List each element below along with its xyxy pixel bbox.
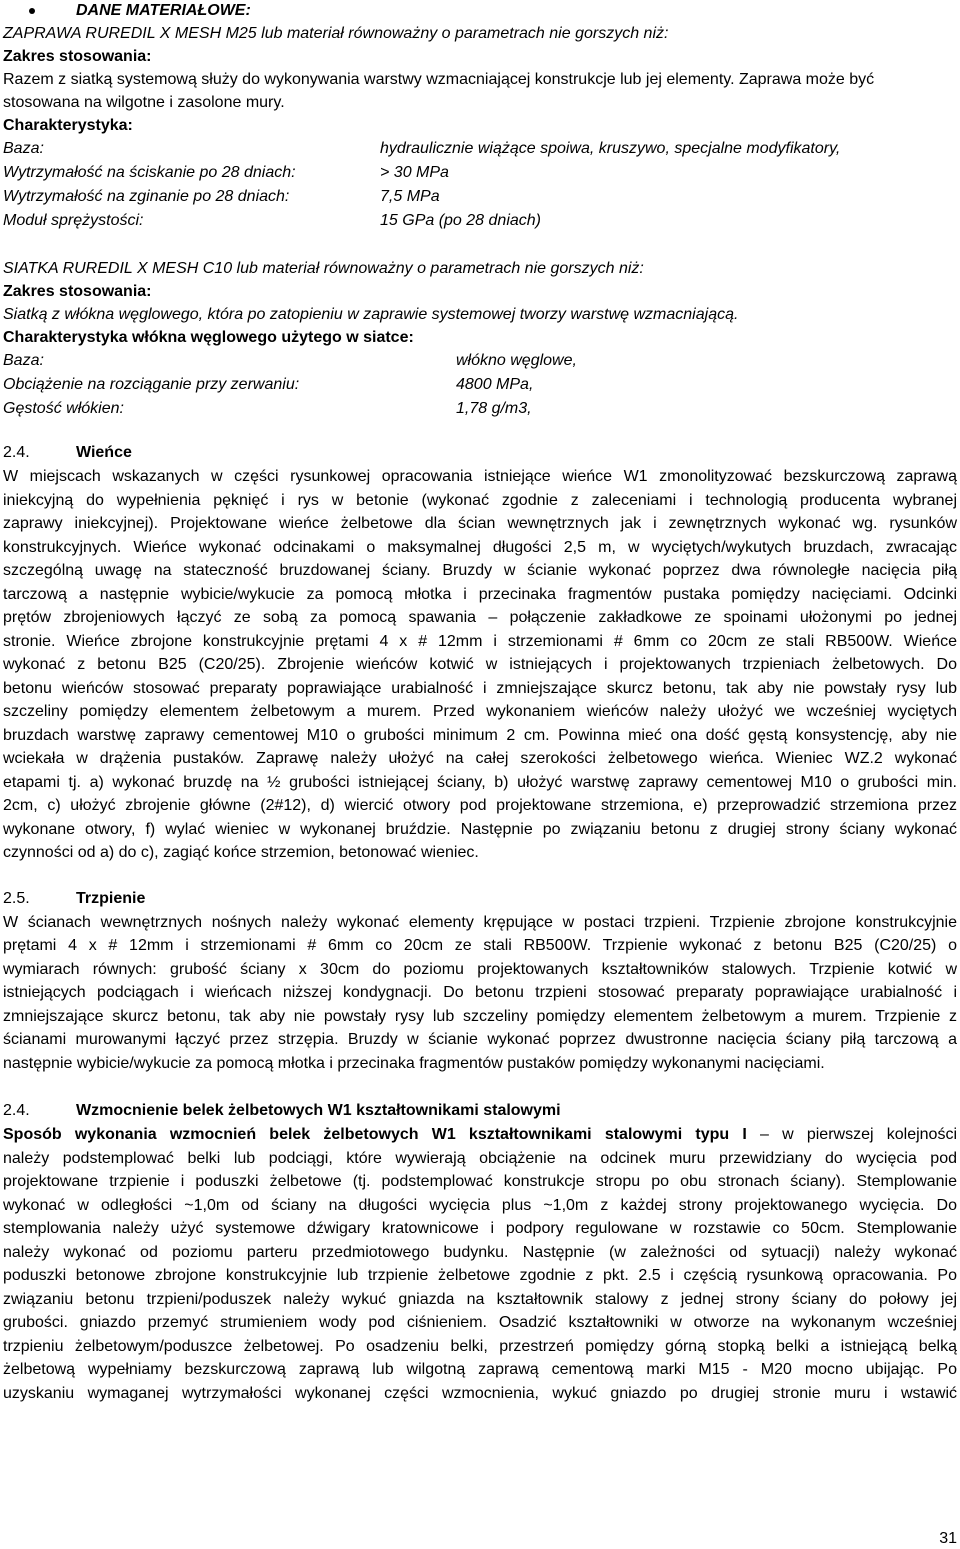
- paragraph-line: związaniu betonu trzpieni/poduszek należy wykuć gniazda na kształtownik stalowy z jednej strony ściany do połowy jej: [3, 1290, 957, 1308]
- section-heading: 2.4. Wzmocnienie belek żelbetowych W1 kształtownikami stalowymi: [3, 1102, 561, 1119]
- fiber-property-row: Baza: włókno węglowe,: [3, 352, 577, 369]
- paragraph-line: zmniejszające skurcz betonu, tak aby nie powstały rysy lub szczeliny pomiędzy elementem żelbetowym a murem. Trzpienie z: [3, 1007, 957, 1025]
- characteristics-label: Charakterystyka:: [3, 117, 133, 134]
- scope-text-2: stosowana na wilgotne i zasolone mury.: [3, 94, 285, 111]
- bullet-icon: [29, 8, 35, 14]
- fiber-property-row: Obciążenie na rozciąganie przy zerwaniu: 4800 MPa,: [3, 376, 534, 393]
- paragraph-line: prętami 4 x # 12mm i strzemionami # 6mm co 20cm ze stali RB500W. Trzpienie wykonać z betonu B25 (C20/25) o: [3, 937, 957, 954]
- property-row: Moduł sprężystości: 15 GPa (po 28 dniach): [3, 212, 541, 229]
- paragraph-line: wymiarach równych: grubość ściany x 30cm do poziomu projektowanych kształtowników stalowych. Trzpienie kotwić w: [3, 960, 957, 978]
- paragraph-line: bruzdach warstwę zaprawy cementowej M10 o grubości minimum 2 cm. Powinna mieć ona dość gęstą konsystencję, aby nie: [3, 726, 957, 744]
- material-data-heading: DANE MATERIAŁOWE:: [3, 0, 957, 22]
- mesh-product-line: SIATKA RUREDIL X MESH C10 lub materiał równoważny o parametrach nie gorszych niż:: [3, 260, 644, 277]
- paragraph-line: W miejscach wskazanych w części rysunkowej opracowania istniejące wieńce W1 zmonolityzować bezskurczową zaprawą: [3, 468, 957, 485]
- paragraph-line: wykonane otwory, f) wylać wieniec w wykonanej bruździe. Następnie po związaniu betonu z drugiej strony ściany wykonać: [3, 820, 957, 838]
- paragraph-last-line: czynności od a) do c), zagiąć końce strzemion, betonować wieniec.: [3, 844, 479, 861]
- paragraph-line: Sposób wykonania wzmocnień belek żelbetowych W1 kształtownikami stalowymi typu I – w pierwszej kolejności: [3, 1126, 957, 1143]
- paragraph-line: W ścianach wewnętrznych nośnych należy wykonać elementy krępujące w postaci trzpieni. Trzpienie zbrojone konstrukcyjnie: [3, 913, 957, 931]
- paragraph-line: prętów zbrojeniowych łączyć ze sobą za pomocą spawania – połączenie zakładkowe ze spoinami ułożonymi po jednej: [3, 609, 957, 626]
- paragraph-line: żelbetową wypełniamy bezskurczową zaprawą lub wilgotną zaprawą cementową marki M15 - M20 mocno ubijając. Po: [3, 1361, 957, 1378]
- scope-text: Razem z siatką systemową służy do wykonywania warstwy wzmacniającej konstrukcje lub jej elementy. Zaprawa może być: [3, 71, 875, 88]
- page-number: 31: [939, 1530, 957, 1547]
- paragraph-line: konstrukcyjnych. Wieńce wykonać odcinakami o maksymalnej długości 2,5 m, w wyciętych/wykutych bruzdach, zwracając: [3, 538, 957, 556]
- section-body: [3, 1147, 957, 1406]
- fiber-characteristics-label: Charakterystyka włókna węglowego użytego w siatce:: [3, 329, 414, 346]
- paragraph-line: szczególną uwagę na stateczność bruzdowanej ściany. Bruzdy w ścianie wykonać poprzez dwa równoległe nacięcia piłą: [3, 562, 957, 579]
- property-row: Wytrzymałość na zginanie po 28 dniach: 7,5 MPa: [3, 188, 440, 205]
- property-row: Baza: hydraulicznie wiążące spoiwa, kruszywo, specjalne modyfikatory,: [3, 140, 841, 157]
- fiber-property-row: Gęstość włókien: 1,78 g/m3,: [3, 400, 532, 417]
- scope-label: Zakres stosowania:: [3, 48, 152, 65]
- paragraph-line: grubości. gniazdo przemyć strumieniem wody pod ciśnieniem. Osadzić kształtowniki w otworze na wykonanym wcześniej: [3, 1314, 957, 1331]
- mesh-scope-text: Siatką z włókna węglowego, która po zatopieniu w zaprawie systemowej tworzy warstwę wzmacniającą.: [3, 306, 739, 323]
- paragraph-line: ścianami murowanymi łączyć przez strzępia. Bruzdy w ścianie wykonać poprzez dwustronne nacięcia ściany piłą tarczową a: [3, 1031, 957, 1048]
- paragraph-line: wykonać z betonu B25 (C20/25). Zbrojenie wieńców kotwić w istniejących i projektowanych trzpieniach żelbetowych. Do: [3, 656, 957, 673]
- paragraph-line: należy podstemplować belki lub podciągi, które wywierają obciążenie na odcinek muru przewidziany do wycięcia pod: [3, 1149, 957, 1167]
- paragraph-line: stronie. Wieńce zbrojone konstrukcyjnie prętami 4 x # 12mm i strzemionami # 6mm co 20cm ze stali RB500W. Wieńce: [3, 632, 957, 650]
- paragraph-line: szczeliny pomiędzy elementem żelbetowym a murem. Przed wykonaniem wieńców należy ułożyć we wcześniej wyciętych: [3, 703, 957, 720]
- paragraph-line: wciekała w drążenia pustaków. Zaprawę należy ułożyć na całej szerokości żelbetowego wieńca. Wieniec WZ.2 wykonać: [3, 750, 957, 767]
- paragraph-line: iniekcyjną do wypełnienia pęknięć i rys w betonie (wykonać zgodnie z zaleceniami i technologią producenta wybranej: [3, 491, 957, 509]
- mesh-scope-label: Zakres stosowania:: [3, 283, 152, 300]
- paragraph-line: 2cm, c) ułożyć zbrojenie główne (2#12), d) wiercić otwory pod projektowane strzemiona, e) przeprowadzić strzemiona przez: [3, 797, 957, 814]
- paragraph-line: wykonać w odległości ~1,0m od ściany na długości wycięcia plus ~1,0m z każdej strony projektowanego wycięcia. Do: [3, 1196, 957, 1214]
- paragraph-line: trzpieniu żelbetowym/poduszce żelbetowej. Po osadzeniu belki, przestrzeń pomiędzy górną stopką belki a istniejącą belką: [3, 1337, 957, 1355]
- section-heading: 2.4. Wieńce: [3, 444, 132, 461]
- section-body: [3, 465, 957, 841]
- paragraph-line: uzyskaniu wymaganej wytrzymałości wykonanej części wzmocnienia, wykuć gniazdo po drugiej stronie muru i wstawić: [3, 1384, 957, 1402]
- paragraph-line: projektowane trzpienie i poduszki żelbetowe (tj. podstemplować konstrukcje stropu po obu stronach ściany). Stemplowanie: [3, 1173, 957, 1190]
- mortar-product-line: ZAPRAWA RUREDIL X MESH M25 lub materiał równoważny o parametrach nie gorszych niż:: [3, 25, 669, 42]
- paragraph-line: tarczową a następnie wybicie/wykucie za pomocą młotka i przecinaka fragmentów pustaka pomiędzy nacięciami. Odcinki: [3, 585, 957, 603]
- paragraph-line: stemplowania należy użyć systemowe dźwigary kratownicowe i podpory regulowane w rozstawie co 50cm. Stemplowanie: [3, 1220, 957, 1237]
- paragraph-line: istniejących podciągach i wieńcach niższej kondygnacji. Do betonu trzpieni stosować preparaty poprawiające urabialność i: [3, 984, 957, 1001]
- section-heading: 2.5. Trzpienie: [3, 889, 146, 907]
- document-page: [3, 0, 957, 1405]
- paragraph-last-line: następnie wybicie/wykucie za pomocą młotka i przecinaka fragmentów pustaków pomiędzy wykonanymi nacięciami.: [3, 1054, 825, 1072]
- property-row: Wytrzymałość na ściskanie po 28 dniach: > 30 MPa: [3, 164, 449, 181]
- paragraph-line: poduszki betonowe zbrojone konstrukcyjnie lub trzpienie żelbetowe zgodnie z pkt. 2.5 i częścią rysunkową opracowania. Po: [3, 1267, 957, 1284]
- paragraph-line: betonu wieńców stosować preparaty poprawiające urabialność i zmniejszające skurcz betonu, tak aby nie powstały rysy lub: [3, 679, 957, 697]
- paragraph-line: zaprawy iniekcyjnej). Projektowane wieńce żelbetowe dla ścian wewnętrznych jak i zewnętrznych wykonać wg. rysunków: [3, 515, 957, 532]
- paragraph-line: etapami tj. a) wykonać bruzdę na ½ grubości istniejącej ściany, b) ułożyć warstwę zaprawy cementowej M10 o grubości min.: [3, 773, 957, 791]
- paragraph-line: należy wykonać od poziomu parteru przedmiotowego budynku. Następnie (w zależności od sytuacji) należy wykonać: [3, 1243, 957, 1261]
- section-body: [3, 911, 957, 1052]
